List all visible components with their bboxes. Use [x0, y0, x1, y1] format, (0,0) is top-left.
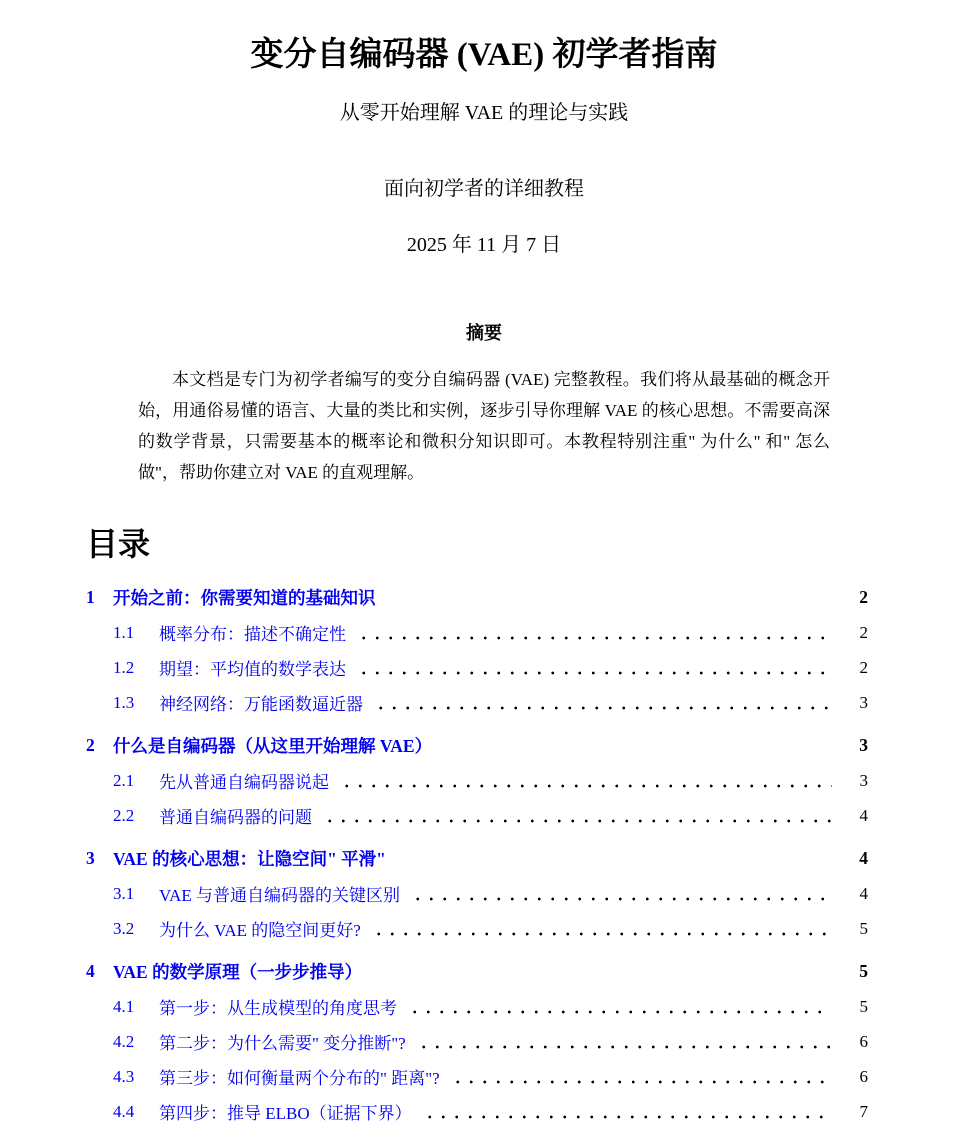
abstract-heading: 摘要	[466, 323, 502, 343]
toc-page-number: 4	[859, 805, 868, 825]
dot-leader	[421, 1094, 832, 1129]
toc-subsection-number: 4.1	[113, 996, 135, 1016]
toc-entry-section-4[interactable]	[86, 954, 868, 989]
toc-section-title: VAE 的数学原理（一步步推导）	[113, 962, 363, 982]
toc-subsection-number: 3.1	[113, 883, 135, 903]
dot-leader	[409, 876, 832, 911]
toc-page-number: 5	[859, 918, 868, 938]
dot-leader	[372, 685, 832, 720]
table-of-contents	[86, 580, 868, 1129]
dot-leader	[449, 1059, 832, 1094]
toc-subsection-number: 4.3	[113, 1066, 135, 1086]
document-date: 2025 年 11 月 7 日	[406, 234, 562, 256]
toc-page-number: 2	[859, 622, 868, 642]
toc-entry-subsection-4-1[interactable]	[86, 989, 868, 1024]
toc-section-number: 3	[86, 848, 95, 868]
toc-subsection-title: 为什么 VAE 的隐空间更好?	[159, 921, 361, 940]
toc-subsection-title: 神经网络：万能函数逼近器	[159, 695, 363, 714]
toc-section-title: 开始之前：你需要知道的基础知识	[113, 588, 376, 608]
dot-leader	[415, 1024, 832, 1059]
toc-subsection-number: 1.2	[113, 657, 135, 677]
toc-page-number: 6	[859, 1066, 868, 1086]
toc-page-number: 7	[859, 1101, 868, 1121]
toc-subsection-title: 第三步：如何衡量两个分布的" 距离"?	[159, 1069, 440, 1088]
document-author: 面向初学者的详细教程	[384, 178, 584, 200]
toc-section-title: VAE 的核心思想：让隐空间" 平滑"	[113, 849, 386, 869]
toc-subsection-title: VAE 与普通自编码器的关键区别	[159, 886, 400, 905]
toc-subsection-number: 4.4	[113, 1101, 135, 1121]
toc-section-title: 什么是自编码器（从这里开始理解 VAE）	[113, 736, 433, 756]
document-header	[0, 0, 968, 257]
toc-subsection-number: 1.3	[113, 692, 135, 712]
dot-leader	[355, 615, 832, 650]
toc-entry-subsection-4-2[interactable]	[86, 1024, 868, 1059]
toc-subsection-number: 2.2	[113, 805, 135, 825]
dot-leader	[370, 911, 832, 946]
toc-page-number: 3	[859, 735, 868, 755]
toc-page-number: 5	[859, 961, 868, 981]
toc-section-number: 4	[86, 961, 95, 981]
toc-page-number: 2	[859, 657, 868, 677]
toc-subsection-number: 2.1	[113, 770, 135, 790]
toc-entry-subsection-2-2[interactable]	[86, 798, 868, 833]
dot-leader	[321, 798, 832, 833]
toc-subsection-title: 概率分布：描述不确定性	[159, 625, 346, 644]
toc-page-number: 3	[859, 692, 868, 712]
toc-entry-subsection-1-2[interactable]	[86, 650, 868, 685]
toc-entry-subsection-1-3[interactable]	[86, 685, 868, 720]
toc-entry-subsection-1-1[interactable]	[86, 615, 868, 650]
toc-page-number: 3	[859, 770, 868, 790]
toc-subsection-title: 先从普通自编码器说起	[159, 773, 329, 792]
toc-page-number: 5	[859, 996, 868, 1016]
toc-subsection-title: 第四步：推导 ELBO（证据下界）	[159, 1104, 412, 1123]
document-subtitle: 从零开始理解 VAE 的理论与实践	[339, 102, 629, 124]
dot-leader	[338, 763, 832, 798]
toc-page-number: 6	[859, 1031, 868, 1051]
toc-entry-subsection-2-1[interactable]	[86, 763, 868, 798]
toc-section-number: 2	[86, 735, 95, 755]
toc-entry-subsection-4-4[interactable]	[86, 1094, 868, 1129]
toc-page-number: 4	[859, 848, 868, 868]
toc-subsection-title: 第二步：为什么需要" 变分推断"?	[159, 1034, 406, 1053]
abstract-text: 本文档是专门为初学者编写的变分自编码器 (VAE) 完整教程。我们将从最基础的概念开始，用通俗易懂的语言、大量的类比和实例，逐步引导你理解 VAE 的核心思想。不需要高深的数学背景，只需要基本的概率论和微积分知识即可。本教程特别注重" 为什么" 和" 怎么做"，帮助你建立对 VAE 的直观理解。	[138, 370, 830, 482]
toc-section-number: 1	[86, 587, 95, 607]
toc-entry-subsection-3-2[interactable]	[86, 911, 868, 946]
toc-subsection-number: 4.2	[113, 1031, 135, 1051]
dot-leader	[406, 989, 832, 1024]
toc-subsection-title: 普通自编码器的问题	[159, 808, 312, 827]
dot-leader	[355, 650, 832, 685]
toc-heading: 目录	[86, 526, 151, 562]
toc-page-number: 2	[859, 587, 868, 607]
toc-page-number: 4	[859, 883, 868, 903]
toc-entry-subsection-4-3[interactable]	[86, 1059, 868, 1094]
toc-subsection-number: 3.2	[113, 918, 135, 938]
toc-entry-subsection-3-1[interactable]	[86, 876, 868, 911]
document-title: 变分自编码器 (VAE) 初学者指南	[250, 37, 718, 73]
toc-entry-section-2[interactable]	[86, 728, 868, 763]
toc-subsection-title: 第一步：从生成模型的角度思考	[159, 999, 397, 1018]
toc-subsection-title: 期望：平均值的数学表达	[159, 660, 346, 679]
toc-subsection-number: 1.1	[113, 622, 135, 642]
toc-entry-section-1[interactable]	[86, 580, 868, 615]
toc-entry-section-3[interactable]	[86, 841, 868, 876]
